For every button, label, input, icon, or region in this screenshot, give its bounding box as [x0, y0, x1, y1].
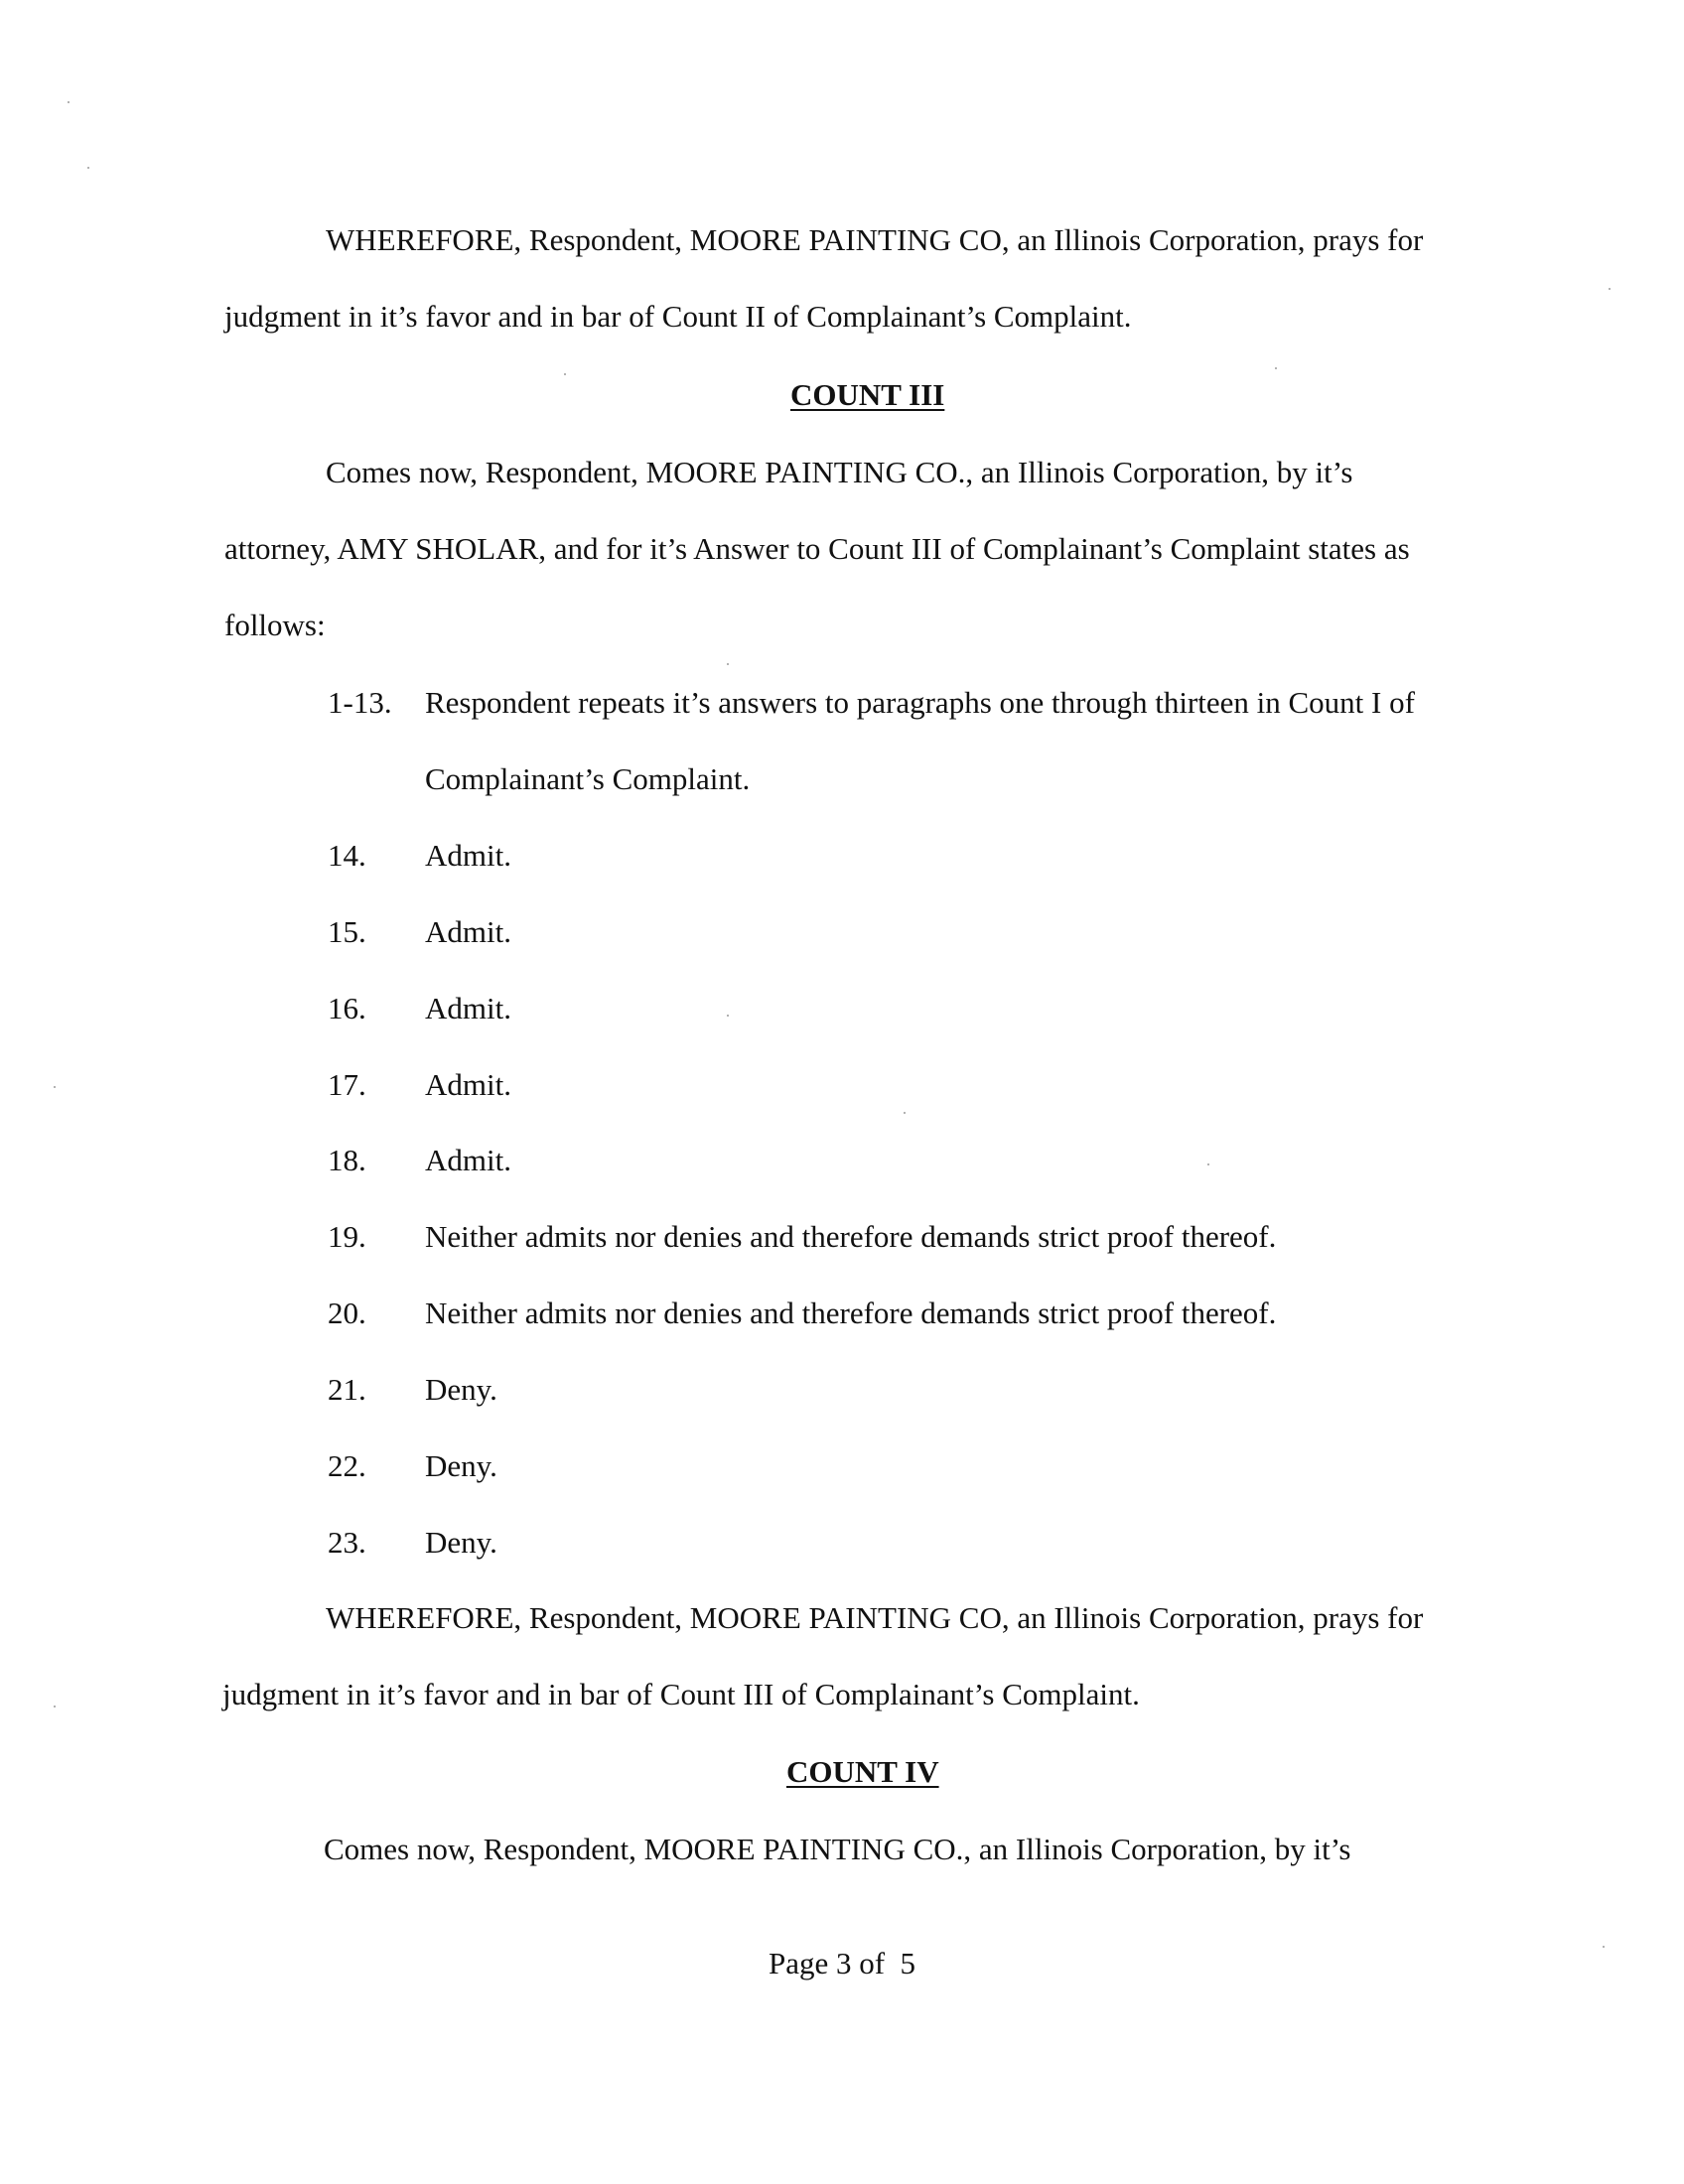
count-iv-intro-line-1: Comes now, Respondent, MOORE PAINTING CO., an Illinois Corporation, by it’s	[324, 1832, 1351, 1866]
item-text: Deny.	[425, 1448, 497, 1483]
wherefore-count-ii-line-2: judgment in it’s favor and in bar of Count II of Complainant’s Complaint.	[224, 299, 1132, 334]
item-number: 22.	[328, 1448, 366, 1483]
wherefore-count-iii-line-2: judgment in it’s favor and in bar of Count III of Complainant’s Complaint.	[222, 1677, 1140, 1711]
item-text: Deny.	[425, 1372, 497, 1407]
item-number: 14.	[328, 838, 366, 873]
item-text: Admit.	[425, 1067, 511, 1102]
count-iii-intro-line-2: attorney, AMY SHOLAR, and for it’s Answer to Count III of Complainant’s Complaint states as	[224, 531, 1410, 566]
scan-speck	[54, 1706, 56, 1707]
item-text: Neither admits nor denies and therefore demands strict proof thereof.	[425, 1219, 1277, 1254]
item-number: 21.	[328, 1372, 366, 1407]
scan-speck	[564, 373, 566, 375]
count-iv-heading: COUNT IV	[786, 1754, 939, 1789]
item-number: 17.	[328, 1067, 366, 1102]
item-number: 20.	[328, 1296, 366, 1330]
item-number: 1-13.	[328, 685, 392, 720]
scan-speck	[1207, 1163, 1209, 1165]
item-text: Neither admits nor denies and therefore demands strict proof thereof.	[425, 1296, 1277, 1330]
wherefore-count-iii-line-1: WHEREFORE, Respondent, MOORE PAINTING CO, an Illinois Corporation, prays for	[326, 1600, 1424, 1635]
item-text: Admit.	[425, 991, 511, 1025]
item-number: 15.	[328, 914, 366, 949]
item-text-continuation: Complainant’s Complaint.	[425, 761, 751, 796]
item-text: Admit.	[425, 838, 511, 873]
scan-speck	[87, 167, 89, 169]
item-number: 18.	[328, 1143, 366, 1177]
item-text: Admit.	[425, 914, 511, 949]
item-text: Respondent repeats it’s answers to paragraphs one through thirteen in Count I of	[425, 685, 1415, 720]
scan-speck	[68, 101, 70, 103]
scan-speck	[1603, 1946, 1605, 1948]
count-iii-intro-line-3: follows:	[224, 608, 326, 642]
scan-speck	[727, 1015, 729, 1017]
scan-speck	[1609, 288, 1611, 290]
item-number: 16.	[328, 991, 366, 1025]
scan-speck	[54, 1086, 56, 1088]
wherefore-count-ii-line-1: WHEREFORE, Respondent, MOORE PAINTING CO, an Illinois Corporation, prays for	[326, 222, 1424, 257]
page-number-footer: Page 3 of 5	[768, 1946, 916, 1980]
item-number: 23.	[328, 1525, 366, 1560]
scan-speck	[727, 663, 729, 665]
scan-speck	[904, 1112, 906, 1114]
item-number: 19.	[328, 1219, 366, 1254]
count-iii-heading: COUNT III	[790, 377, 945, 412]
scan-speck	[1275, 367, 1277, 369]
item-text: Admit.	[425, 1143, 511, 1177]
count-iii-intro-line-1: Comes now, Respondent, MOORE PAINTING CO., an Illinois Corporation, by it’s	[326, 455, 1353, 489]
item-text: Deny.	[425, 1525, 497, 1560]
